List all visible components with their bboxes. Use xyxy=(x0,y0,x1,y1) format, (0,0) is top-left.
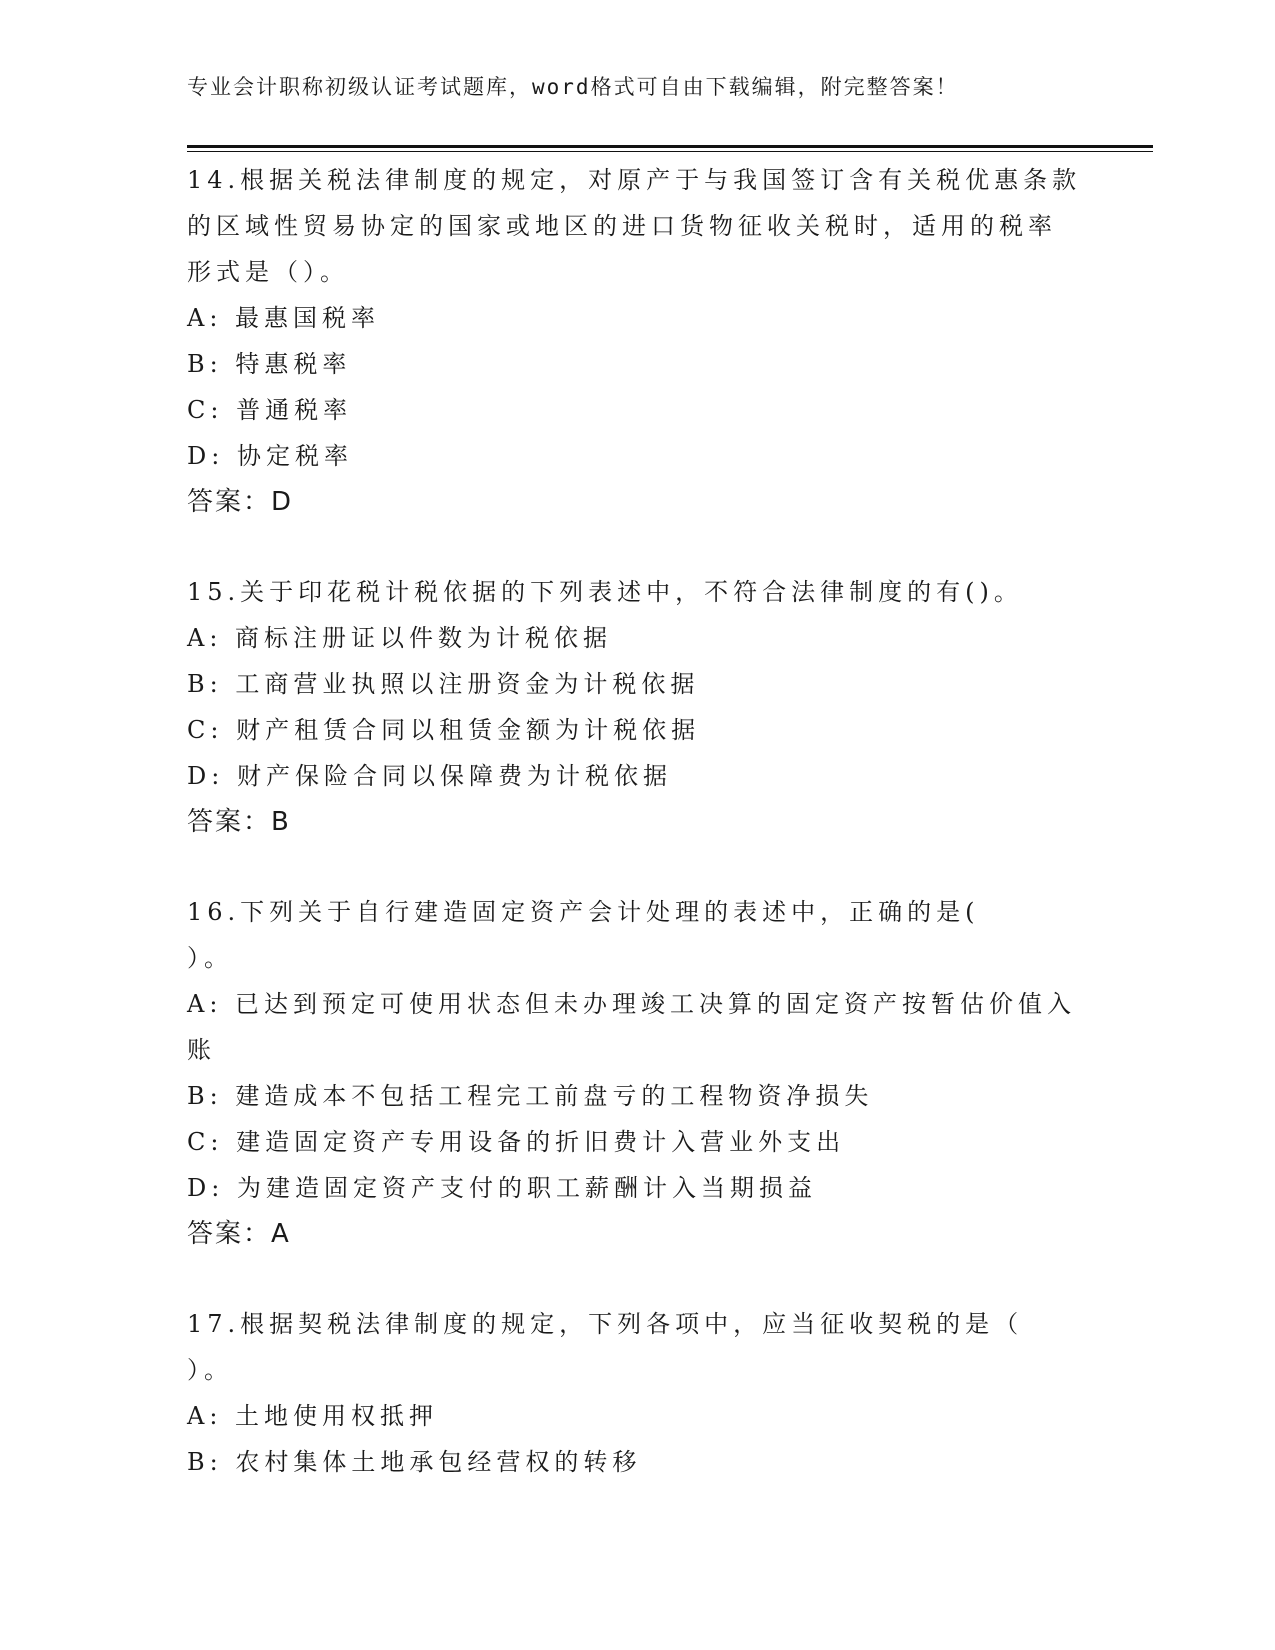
option-c: C: 财产租赁合同以租赁金额为计税依据 xyxy=(187,716,701,744)
header-rule-thin xyxy=(187,151,1153,152)
option-b: B: 特惠税率 xyxy=(187,350,352,378)
option-a: A: 最惠国税率 xyxy=(187,304,381,332)
question-14 xyxy=(187,157,1087,525)
option-c: C: 建造固定资产专用设备的折旧费计入营业外支出 xyxy=(187,1128,846,1156)
option-a: A: 商标注册证以件数为计税依据 xyxy=(187,624,613,652)
answer-label: 答案：D xyxy=(187,487,294,517)
question-17 xyxy=(187,1301,1087,1485)
question-text-line: ）。 xyxy=(187,1356,233,1384)
option-d: D: 为建造固定资产支付的职工薪酬计入当期损益 xyxy=(187,1174,817,1202)
question-text-line: 的区域性贸易协定的国家或地区的进口货物征收关税时，适用的税率 xyxy=(187,212,1057,240)
option-d: D: 财产保险合同以保障费为计税依据 xyxy=(187,762,672,790)
question-list xyxy=(187,157,1087,1485)
question-text-line: 14.根据关税法律制度的规定，对原产于与我国签订含有关税优惠条款 xyxy=(187,166,1082,194)
option-b: B: 工商营业执照以注册资金为计税依据 xyxy=(187,670,700,698)
option-b: B: 建造成本不包括工程完工前盘亏的工程物资净损失 xyxy=(187,1082,874,1110)
page-header: 专业会计职称初级认证考试题库，word格式可自由下载编辑，附完整答案！ xyxy=(187,75,959,99)
question-text-line: 17.根据契税法律制度的规定，下列各项中，应当征收契税的是（ xyxy=(187,1310,1024,1338)
option-a: A: 土地使用权抵押 xyxy=(187,1402,439,1430)
option-d: D: 协定税率 xyxy=(187,442,353,470)
option-a: A: 已达到预定可使用状态但未办理竣工决算的固定资产按暂估价值入 xyxy=(187,990,1077,1018)
question-text-line: ）。 xyxy=(187,944,233,972)
option-a-continued: 账 xyxy=(187,1036,216,1064)
answer-label: 答案：B xyxy=(187,807,291,837)
question-text-line: 形式是（）。 xyxy=(187,258,349,286)
spacer xyxy=(187,525,1087,569)
header-rule-thick xyxy=(187,145,1153,148)
spacer xyxy=(187,1257,1087,1301)
question-text-line: 16.下列关于自行建造固定资产会计处理的表述中，正确的是( xyxy=(187,898,980,926)
spacer xyxy=(187,845,1087,889)
question-text-line: 15.关于印花税计税依据的下列表述中，不符合法律制度的有()。 xyxy=(187,578,1023,606)
question-16 xyxy=(187,889,1087,1257)
option-c: C: 普通税率 xyxy=(187,396,353,424)
question-15 xyxy=(187,569,1087,845)
answer-label: 答案：A xyxy=(187,1219,291,1249)
option-b: B: 农村集体土地承包经营权的转移 xyxy=(187,1448,642,1476)
